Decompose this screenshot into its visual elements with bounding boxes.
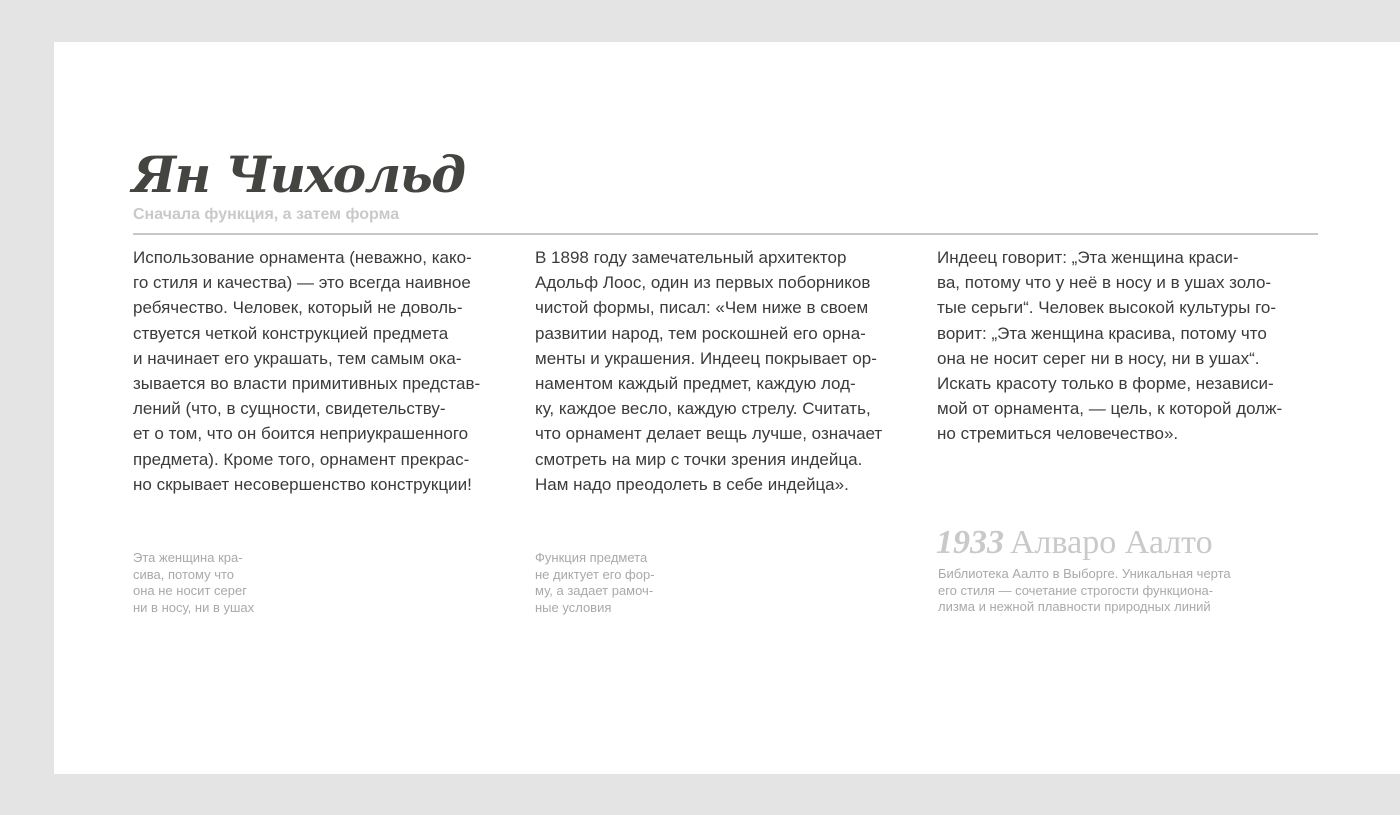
text-line: го стиля и качества) — это всегда наивное — [133, 273, 471, 293]
text-line: Искать красоту только в форме, независи- — [937, 374, 1274, 394]
text-line: но стремиться человечество». — [937, 424, 1179, 444]
caption-line: не диктует его фор- — [535, 566, 655, 582]
text-column-1 — [133, 245, 480, 497]
caption-year: 1933 — [936, 524, 1004, 561]
text-line: ворит: „Эта женщина красива, потому что — [937, 323, 1267, 343]
caption-line: она не носит серег — [133, 583, 247, 598]
text-column-2 — [535, 245, 882, 497]
text-line: лений (что, в сущности, свидетельству- — [133, 399, 446, 419]
text-line: но скрывает несовершенство конструкции! — [133, 474, 472, 494]
caption-line: Функция предмета — [535, 550, 648, 565]
text-line: ва, потому что у неё в носу и в ушах золо- — [937, 273, 1272, 293]
text-line: развитии народ, тем роскошней его орна- — [535, 323, 866, 343]
text-line: смотреть на мир с точки зрения индейца. — [535, 449, 863, 469]
caption-1 — [133, 550, 254, 616]
page-subtitle: Сначала функция, а затем форма — [133, 206, 400, 223]
caption-line: сива, потому что — [133, 566, 235, 582]
text-line: что орнамент делает вещь лучше, означает — [535, 424, 883, 444]
text-line: тые серьги“. Человек высокой культуры го- — [937, 298, 1277, 318]
text-line: и начинает его украшать, тем самым ока- — [133, 348, 462, 368]
text-line: Нам надо преодолеть в себе индейца». — [535, 474, 849, 494]
text-line: Адольф Лоос, один из первых поборников — [535, 273, 871, 293]
caption-2 — [535, 550, 655, 616]
header-divider — [133, 233, 1318, 235]
caption-line: Эта женщина кра- — [133, 550, 243, 565]
text-line: ку, каждое весло, каждую стрелу. Считать, — [535, 399, 871, 419]
text-line: менты и украшения. Индеец покрывает ор- — [535, 348, 877, 368]
text-line: Индеец говорит: „Эта женщина краси- — [937, 248, 1239, 267]
caption-line: лизма и нежной плавности природных линий — [938, 599, 1211, 614]
text-line: она не носит серег ни в носу, ни в ушах“. — [937, 348, 1260, 368]
caption-line: ни в носу, ни в ушах — [133, 599, 255, 615]
text-line: В 1898 году замечательный архитектор — [535, 248, 847, 267]
text-line: мой от орнамента, — цель, к которой долж- — [937, 399, 1283, 419]
text-line: ствуется четкой конструкцией предмета — [133, 323, 449, 343]
caption-line: его стиля — сочетание строгости функциона- — [938, 582, 1214, 598]
text-line: ребячество. Человек, который не доволь- — [133, 298, 463, 318]
caption-3-heading — [936, 521, 1213, 565]
caption-line: му, а задает рамоч- — [535, 583, 654, 598]
text-line: наментом каждый предмет, каждую лод- — [535, 374, 856, 394]
caption-architect-name: Алваро Аалто — [1010, 524, 1213, 561]
text-line: зывается во власти примитивных представ- — [133, 374, 481, 394]
page-title: Ян Чихольд — [132, 145, 465, 204]
caption-3 — [938, 566, 1231, 616]
text-line: предмета). Кроме того, орнамент прекрас- — [133, 449, 470, 469]
text-line: Использование орнамента (неважно, како- — [133, 248, 472, 267]
caption-line: ные условия — [535, 599, 612, 615]
text-line: чистой формы, писал: «Чем ниже в своем — [535, 298, 869, 318]
text-line: ет о том, что он боится неприукрашенного — [133, 424, 469, 444]
text-column-3 — [937, 245, 1282, 447]
caption-line: Библиотека Аалто в Выборге. Уникальная черта — [938, 566, 1231, 581]
